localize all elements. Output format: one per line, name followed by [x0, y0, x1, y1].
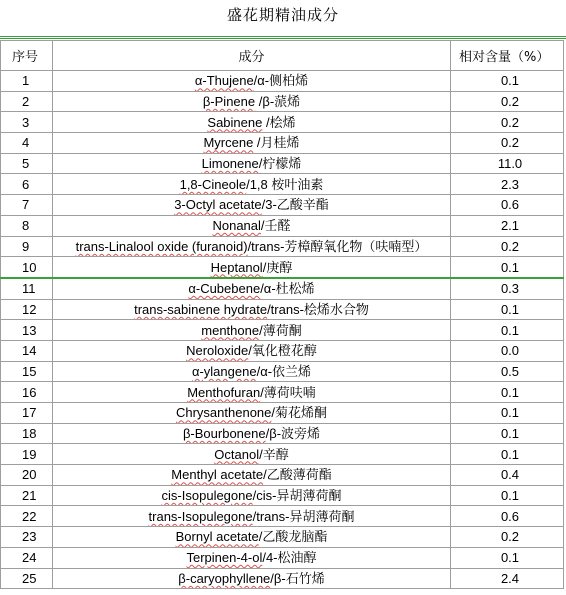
cell-component	[53, 485, 451, 506]
component-name: α-Thujene	[194, 73, 254, 89]
cell-percent: 2.4	[451, 568, 564, 589]
cell-no: 6	[1, 174, 53, 195]
cell-component	[53, 423, 451, 444]
component-name: Menthofuran	[187, 384, 261, 400]
table-row[interactable]	[1, 174, 564, 195]
table-row[interactable]	[1, 568, 564, 589]
table-row[interactable]	[1, 382, 564, 403]
component-name-cn: /4-松油醇	[262, 550, 317, 566]
component-name-cn: /β-石竹烯	[270, 570, 325, 586]
cell-percent: 0.2	[451, 236, 564, 257]
table-row[interactable]	[1, 506, 564, 527]
cell-percent: 0.1	[451, 444, 564, 465]
cell-component	[53, 278, 451, 299]
cell-percent: 0.1	[451, 382, 564, 403]
cell-no: 19	[1, 444, 53, 465]
cell-percent: 0.1	[451, 423, 564, 444]
table-row[interactable]	[1, 133, 564, 154]
cell-component	[53, 320, 451, 341]
component-name: 3-Octyl acetate	[174, 197, 262, 213]
cell-no: 20	[1, 465, 53, 486]
cell-no: 5	[1, 153, 53, 174]
table-row[interactable]	[1, 547, 564, 568]
cell-no: 14	[1, 340, 53, 361]
component-name: Menthyl acetate	[171, 467, 264, 483]
table-header-row	[1, 41, 564, 71]
component-name: 1,8-Cineole	[179, 176, 247, 192]
table-row[interactable]	[1, 299, 564, 320]
cell-component	[53, 527, 451, 548]
component-name: trans-Isopulegone	[148, 508, 253, 524]
cell-percent: 0.2	[451, 112, 564, 133]
table-row[interactable]	[1, 71, 564, 92]
cell-no: 11	[1, 278, 53, 299]
header-divider	[0, 36, 566, 37]
component-name-cn: /3-乙酸辛酯	[261, 197, 329, 213]
component-name-cn: /菊花烯酮	[271, 405, 328, 421]
component-name-cn: /1,8 桉叶油素	[246, 176, 324, 192]
table-row[interactable]	[1, 403, 564, 424]
cell-no: 25	[1, 568, 53, 589]
cell-component	[53, 506, 451, 527]
cell-component	[53, 195, 451, 216]
cell-no: 18	[1, 423, 53, 444]
component-name: cis-Isopulegone	[161, 488, 253, 504]
component-name: trans-Linalool oxide (furanoid)	[75, 238, 248, 254]
component-name-cn: /乙酸龙脑酯	[258, 529, 328, 545]
table-row[interactable]	[1, 320, 564, 341]
column-header-component[interactable]: 成分	[53, 41, 451, 71]
table-row[interactable]	[1, 91, 564, 112]
cell-no: 23	[1, 527, 53, 548]
component-name-cn: /乙酸薄荷酯	[263, 467, 332, 483]
component-name-cn: /β-蒎烯	[255, 94, 301, 110]
component-name: Bornyl acetate	[175, 529, 259, 545]
component-name-cn: /柠檬烯	[258, 156, 302, 172]
table-row[interactable]	[1, 527, 564, 548]
component-name: β-Bourbonene	[182, 426, 266, 442]
cell-component	[53, 153, 451, 174]
cell-no: 22	[1, 506, 53, 527]
component-name: Terpinen-4-ol	[186, 550, 263, 566]
column-header-no[interactable]: 序号	[1, 41, 53, 71]
cell-component	[53, 444, 451, 465]
component-name-cn: /trans-芳樟醇氧化物（呋喃型）	[247, 238, 428, 254]
header-divider	[0, 38, 566, 39]
table-row[interactable]	[1, 257, 564, 278]
cell-component	[53, 236, 451, 257]
component-name: Limonene	[201, 156, 259, 172]
table-row[interactable]	[1, 444, 564, 465]
table-body	[1, 71, 564, 589]
cell-no: 15	[1, 361, 53, 382]
component-name: α-ylangene	[191, 363, 257, 379]
component-name-cn: /cis-异胡薄荷酮	[252, 488, 342, 504]
cell-component	[53, 112, 451, 133]
cell-component	[53, 299, 451, 320]
cell-component	[53, 133, 451, 154]
cell-percent: 0.5	[451, 361, 564, 382]
cell-percent: 0.2	[451, 91, 564, 112]
cell-no: 2	[1, 91, 53, 112]
cell-component	[53, 361, 451, 382]
cell-component	[53, 71, 451, 92]
component-name-cn: /薄荷呋喃	[260, 384, 316, 400]
cell-percent: 0.6	[451, 506, 564, 527]
component-name-cn: /α-侧柏烯	[253, 73, 309, 89]
cell-no: 24	[1, 547, 53, 568]
component-name: β-caryophyllene	[178, 570, 271, 586]
cell-no: 7	[1, 195, 53, 216]
component-name: menthone	[201, 322, 260, 338]
cell-component	[53, 91, 451, 112]
cell-no: 9	[1, 236, 53, 257]
component-name: Myrcene	[203, 135, 254, 151]
table-row[interactable]	[1, 112, 564, 133]
cell-percent: 0.6	[451, 195, 564, 216]
cell-component	[53, 257, 451, 278]
component-name-cn: /月桂烯	[253, 135, 300, 151]
component-name: Sabinene	[207, 114, 263, 130]
cell-no: 10	[1, 257, 53, 278]
component-name: α-Cubebene	[188, 281, 261, 297]
cell-percent: 0.3	[451, 278, 564, 299]
component-name-cn: /辛醇	[259, 446, 289, 462]
table-row[interactable]	[1, 465, 564, 486]
page-title: 盛花期精油成分	[226, 6, 339, 24]
cell-no: 12	[1, 299, 53, 320]
cell-percent: 0.1	[451, 547, 564, 568]
cell-no: 8	[1, 215, 53, 236]
component-name-cn: /α-杜松烯	[260, 281, 315, 297]
cell-no: 16	[1, 382, 53, 403]
cell-component	[53, 215, 451, 236]
table-row[interactable]	[1, 340, 564, 361]
cell-component	[53, 465, 451, 486]
component-name-cn: /氧化橙花醇	[248, 343, 317, 359]
components-table	[0, 40, 564, 589]
table-row[interactable]	[1, 278, 564, 299]
cell-percent: 0.1	[451, 403, 564, 424]
component-name: Chrysanthenone	[175, 405, 272, 421]
cell-no: 4	[1, 133, 53, 154]
table-row[interactable]	[1, 236, 564, 257]
component-name-cn: /庚醇	[262, 259, 293, 275]
table-row[interactable]	[1, 423, 564, 444]
cell-component	[53, 382, 451, 403]
cell-percent: 2.3	[451, 174, 564, 195]
component-name: Heptanol	[210, 259, 263, 275]
component-name: trans-sabinene hydrate	[134, 301, 268, 317]
cell-percent: 0.2	[451, 527, 564, 548]
cell-percent: 0.1	[451, 485, 564, 506]
cell-percent: 2.1	[451, 215, 564, 236]
cell-no: 13	[1, 320, 53, 341]
component-name-cn: /α-依兰烯	[256, 363, 312, 379]
cell-component	[53, 547, 451, 568]
cell-component	[53, 403, 451, 424]
cell-percent: 0.2	[451, 133, 564, 154]
cell-percent: 0.4	[451, 465, 564, 486]
component-name: β-Pinene	[202, 94, 256, 110]
cell-component	[53, 340, 451, 361]
table-row[interactable]	[1, 195, 564, 216]
table-row[interactable]	[1, 485, 564, 506]
cell-no: 3	[1, 112, 53, 133]
cell-percent: 0.0	[451, 340, 564, 361]
cell-percent: 0.1	[451, 299, 564, 320]
table-row[interactable]	[1, 215, 564, 236]
cell-percent: 0.1	[451, 71, 564, 92]
cell-no: 17	[1, 403, 53, 424]
column-header-percent[interactable]: 相对含量（%）	[451, 41, 564, 71]
cell-percent: 0.1	[451, 257, 564, 278]
cell-percent: 11.0	[451, 153, 564, 174]
table-row[interactable]	[1, 153, 564, 174]
component-name-cn: /trans-异胡薄荷酮	[252, 508, 355, 524]
component-name-cn: /trans-桧烯水合物	[267, 301, 369, 317]
component-name: Nonanal	[212, 218, 261, 234]
component-name: Neroloxide	[186, 343, 249, 359]
component-name-cn: /薄荷酮	[259, 322, 302, 338]
component-name-cn: /壬醛	[260, 218, 291, 234]
component-name: Octanol	[214, 446, 260, 462]
cell-component	[53, 568, 451, 589]
table-row[interactable]	[1, 361, 564, 382]
cell-percent: 0.1	[451, 320, 564, 341]
cell-no: 1	[1, 71, 53, 92]
component-name-cn: /β-波旁烯	[265, 426, 321, 442]
cell-no: 21	[1, 485, 53, 506]
cell-component	[53, 174, 451, 195]
component-name-cn: /桧烯	[262, 114, 296, 130]
